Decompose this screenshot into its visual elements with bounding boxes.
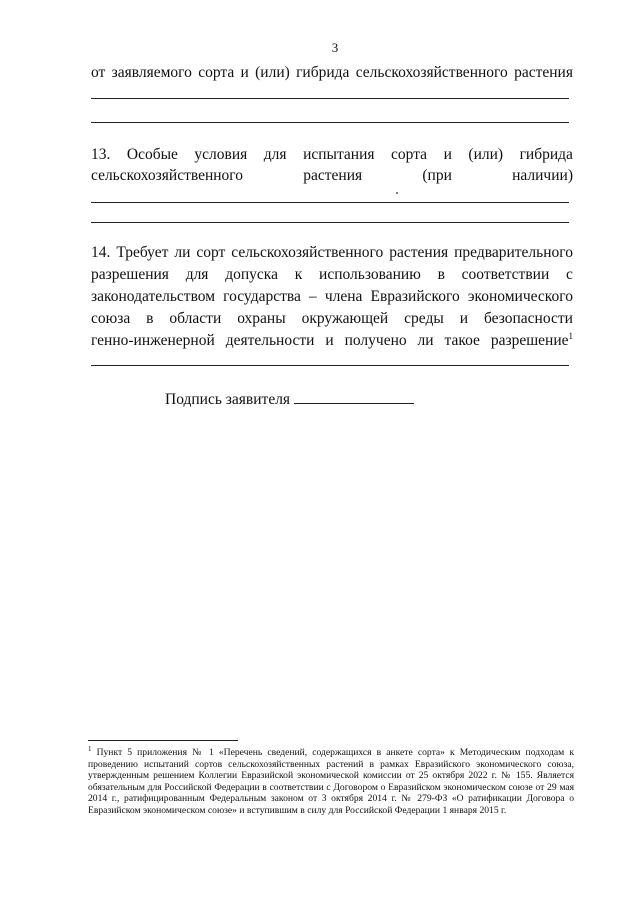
word: сорта <box>198 64 235 81</box>
word: растения <box>303 167 363 184</box>
blank-line <box>91 202 569 203</box>
item-14-line-4 <box>91 310 573 328</box>
word: растения <box>389 244 449 261</box>
scan-speck <box>396 192 398 194</box>
word: среды <box>404 310 444 327</box>
word: сорт <box>196 244 226 261</box>
word: окружающей <box>301 310 389 327</box>
word: к <box>294 266 303 283</box>
word: члена <box>324 288 363 305</box>
word: получено <box>344 332 407 349</box>
word: 14. <box>91 244 111 261</box>
word: экономического <box>467 288 573 305</box>
word: – <box>308 288 317 305</box>
word: наличии) <box>512 167 573 184</box>
word: такое <box>444 332 480 349</box>
footnote-separator <box>88 740 238 741</box>
word: в <box>437 266 445 283</box>
word: сельскохозяйственного <box>231 244 384 261</box>
word: сельскохозяйственного <box>355 64 508 81</box>
blank-line <box>91 98 569 99</box>
item-14-line-2 <box>91 266 573 284</box>
word: соответствии <box>461 266 550 283</box>
word: для <box>185 266 209 283</box>
word: охраны <box>237 310 286 327</box>
signature-field[interactable] <box>294 390 414 404</box>
word: и <box>240 64 249 81</box>
word: законодательством <box>91 288 216 305</box>
word: союза <box>91 310 131 327</box>
word: гибрида <box>296 64 350 81</box>
footnote-text: Пункт 5 приложения № 1 «Перечень сведений, содержащихся в анкете сорта» к Методическим подходам к проведению испытаний сортов сельскохозяйственных растений в рамках Евразийского экономического союза, утвержденным решением Коллегии Евразийской экономической комиссии от 25 октября 2022 г. № 155. Является обязательным для Российской Федерации в соответствии с Договором о Евразийском экономическом союзе от 29 мая 2014 г., ратифицированным Федеральным законом от 3 октября 2014 г. № 279-ФЗ «О ратификации Договора о Евразийском экономическом союзе» и вступившим в силу для Российской Федерации 1 января 2015 г. <box>88 747 574 816</box>
word: от <box>91 64 106 81</box>
word: с <box>566 266 573 283</box>
word: использованию <box>319 266 421 283</box>
item-14-line-1 <box>91 244 573 262</box>
blank-line <box>91 122 569 123</box>
word: гибрида <box>519 146 573 163</box>
word: области <box>169 310 222 327</box>
word: допуска <box>225 266 278 283</box>
item-12-continuation-line <box>91 64 573 82</box>
word: ли <box>417 332 434 349</box>
word: ли <box>174 244 191 261</box>
word: разрешение1 <box>490 330 573 349</box>
word: и <box>325 332 334 349</box>
word: Евразийского <box>370 288 460 305</box>
word: и <box>459 310 469 327</box>
word: (или) <box>468 146 504 163</box>
word: Особые <box>126 146 178 163</box>
page-number: 3 <box>331 40 339 55</box>
word: государства <box>223 288 301 305</box>
footnote-marker: 1 <box>88 744 92 753</box>
item-13-line-1 <box>91 146 573 164</box>
word: заявляемого <box>111 64 192 81</box>
word: генно-инженерной <box>91 332 215 349</box>
word: в <box>146 310 154 327</box>
word: для <box>263 146 287 163</box>
word: (или) <box>255 64 290 81</box>
word: сорта <box>391 146 428 163</box>
word: сельскохозяйственного <box>91 167 244 184</box>
applicant-signature <box>165 390 414 409</box>
blank-line <box>91 222 569 223</box>
word: разрешения <box>91 266 169 283</box>
item-14-line-3 <box>91 288 573 306</box>
word: 13. <box>91 146 111 163</box>
signature-label: Подпись заявителя <box>165 391 291 408</box>
word: и <box>443 146 452 163</box>
word: безопасности <box>483 310 573 327</box>
item-13-line-2 <box>91 167 573 185</box>
footnote <box>88 744 574 817</box>
word: предварительного <box>454 244 573 261</box>
blank-line <box>91 365 569 366</box>
word: (при <box>422 167 452 184</box>
word: испытания <box>303 146 375 163</box>
word: условия <box>194 146 248 163</box>
word: деятельности <box>225 332 315 349</box>
word: Требует <box>116 244 169 261</box>
word: растения <box>514 64 573 81</box>
item-14-line-5 <box>91 332 573 350</box>
